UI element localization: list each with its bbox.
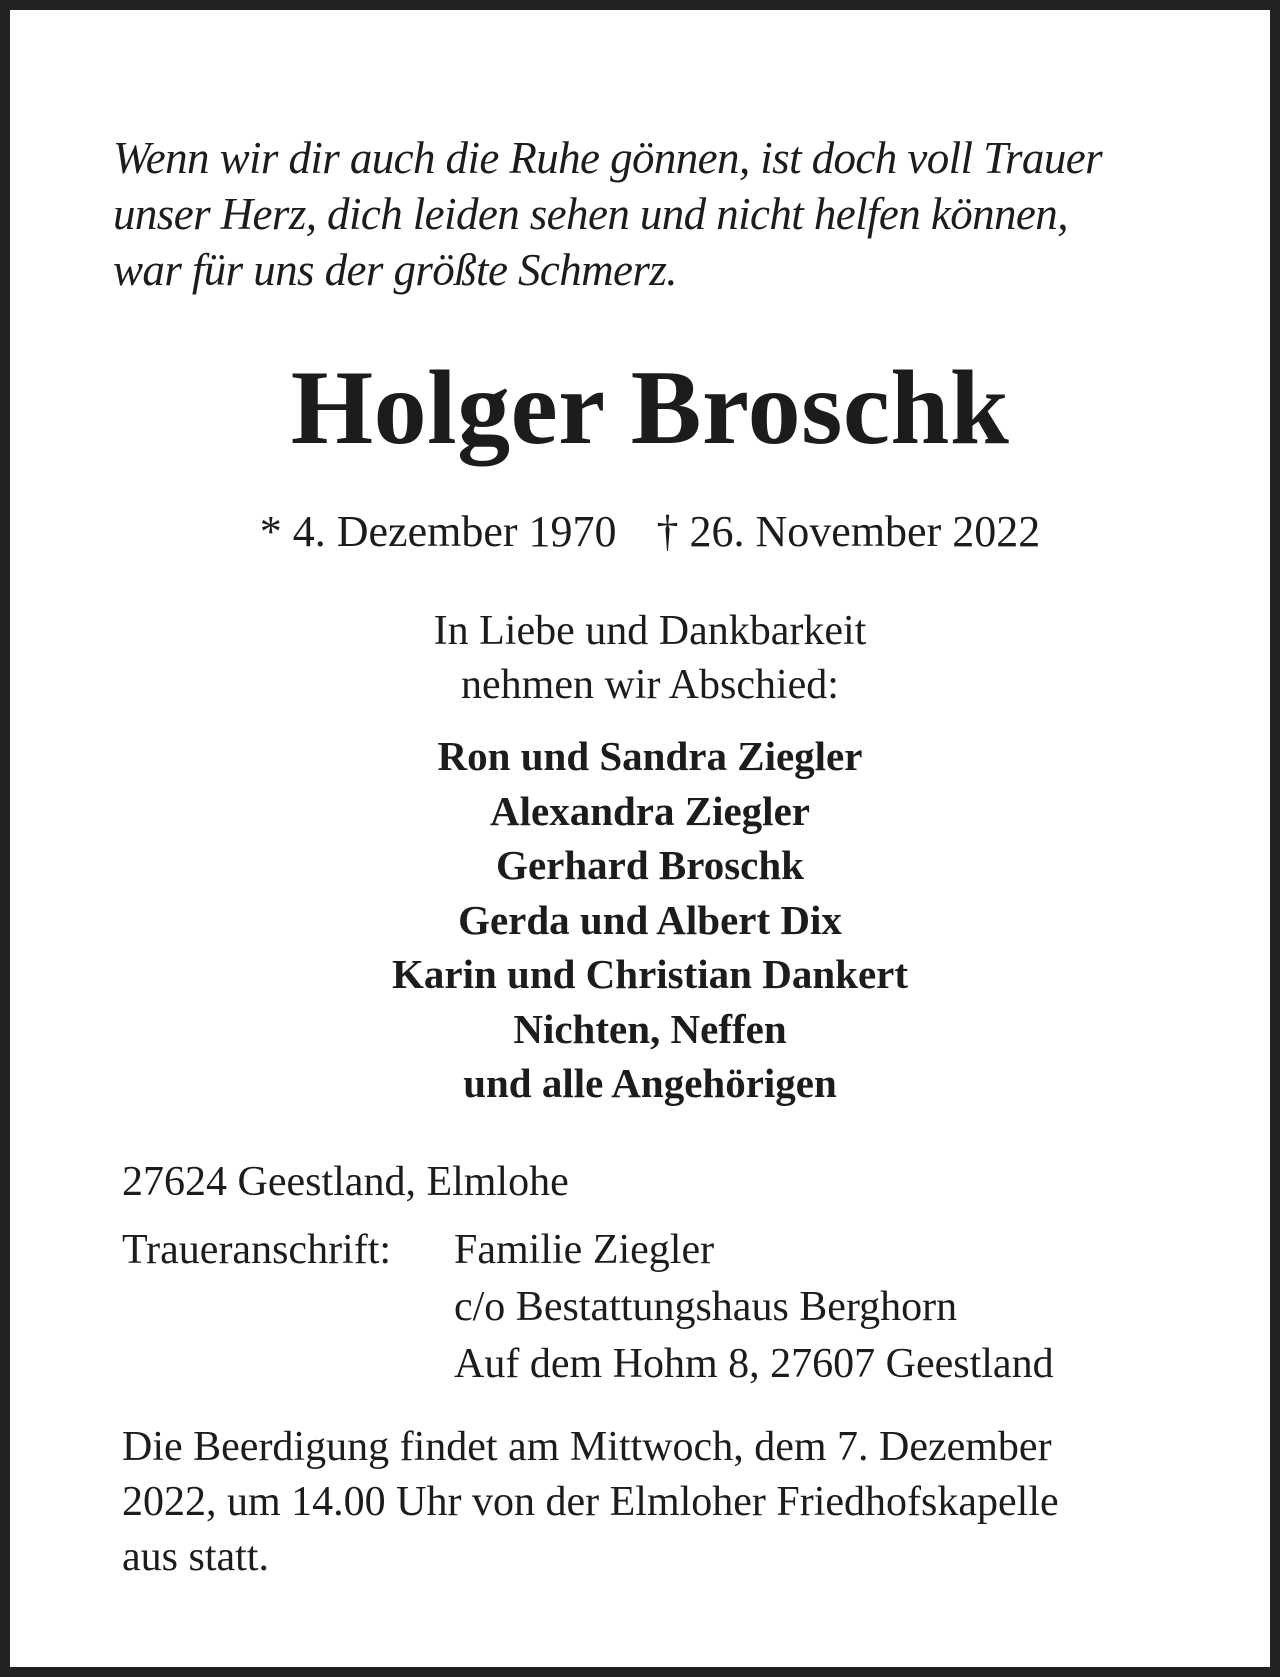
mourner-name: Alexandra Ziegler	[490, 787, 810, 834]
mourners-list	[10, 729, 1280, 1111]
intro-line: nehmen wir Abschied:	[461, 662, 839, 708]
mourner-name: Nichten, Neffen	[513, 1005, 787, 1052]
address-line: Familie Ziegler	[454, 1227, 715, 1273]
deceased-name: Holger Broschk	[290, 349, 1010, 466]
address-line: Auf dem Hohm 8, 27607 Geestland	[454, 1341, 1054, 1387]
address-label: Traueranschrift:	[122, 1227, 392, 1273]
farewell-intro	[10, 604, 1280, 712]
poem-line: Wenn wir dir auch die Ruhe gönnen, ist doch voll Trauer	[113, 133, 1103, 183]
mourner-name: Karin und Christian Dankert	[391, 951, 908, 997]
death-date: † 26. November 2022	[656, 507, 1041, 556]
mourning-address	[122, 1222, 1054, 1393]
mourner-name: Gerda und Albert Dix	[458, 896, 842, 943]
memorial-poem	[113, 130, 1203, 298]
funeral-announcement	[122, 1420, 1212, 1585]
mourner-name: und alle Angehörigen	[463, 1060, 837, 1106]
birth-date: * 4. Dezember 1970	[259, 507, 617, 556]
life-dates	[10, 504, 1280, 560]
mourner-name: Ron und Sandra Ziegler	[437, 733, 863, 779]
place-of-residence: 27624 Geestland, Elmlohe	[122, 1159, 569, 1205]
address-line: c/o Bestattungshaus Berghorn	[454, 1284, 958, 1330]
poem-line: war für uns der größte Schmerz.	[113, 245, 677, 295]
intro-line: In Liebe und Dankbarkeit	[433, 608, 867, 654]
mourner-name: Gerhard Broschk	[496, 842, 804, 888]
funeral-line: Die Beerdigung findet am Mittwoch, dem 7. Dezember	[122, 1424, 1052, 1470]
poem-line: unser Herz, dich leiden sehen und nicht helfen können,	[113, 189, 1068, 239]
funeral-line: aus statt.	[122, 1534, 269, 1580]
funeral-line: 2022, um 14.00 Uhr von der Elmloher Friedhofskapelle	[122, 1479, 1059, 1525]
